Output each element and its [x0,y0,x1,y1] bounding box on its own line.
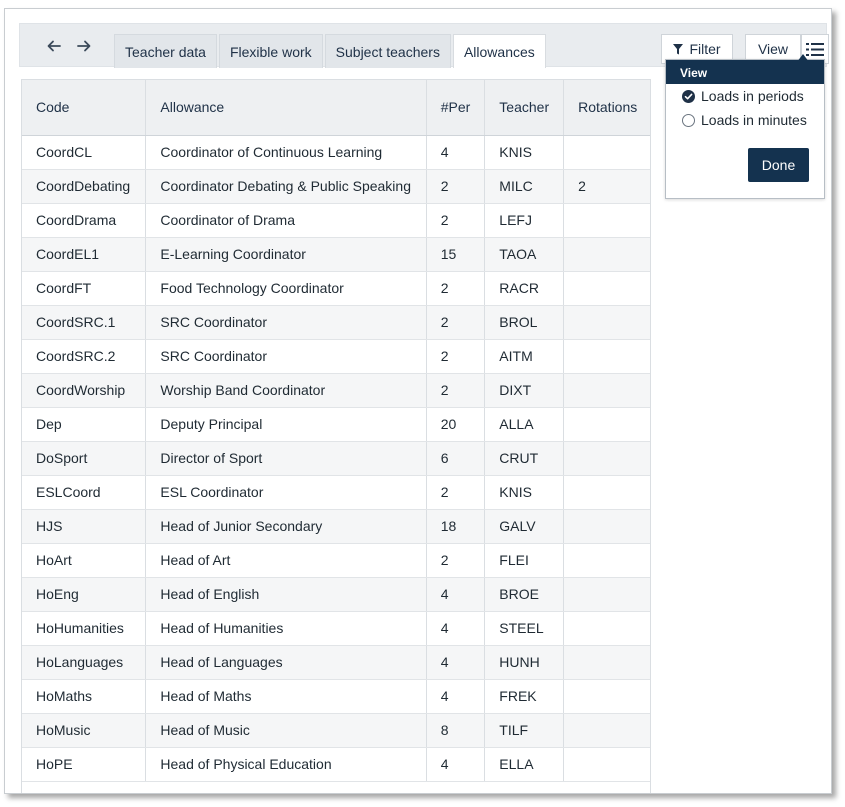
table-row[interactable] [22,373,651,407]
arrow-right-icon [76,38,92,54]
cell-code: HoEng [22,577,146,611]
cell-code: CoordSRC.2 [22,339,146,373]
cell-periods: 6 [426,441,485,475]
cell-code: CoordWorship [22,373,146,407]
cell-allowance: Head of Junior Secondary [146,509,426,543]
cell-rotations: 2 [564,169,651,203]
column-header-allowance[interactable]: Allowance [146,80,426,135]
tab-subject-teachers[interactable]: Subject teachers [325,34,451,68]
panel-caret-icon [797,54,809,62]
column-header-per[interactable]: #Per [426,80,485,135]
cell-teacher: MILC [485,169,564,203]
cell-rotations [564,271,651,305]
table-row[interactable] [22,441,651,475]
radio-unchecked-icon[interactable] [682,114,695,127]
cell-allowance: Head of Art [146,543,426,577]
cell-rotations [564,679,651,713]
cell-teacher: TAOA [485,237,564,271]
cell-teacher: CRUT [485,441,564,475]
cell-allowance: Director of Sport [146,441,426,475]
table-row[interactable] [22,713,651,747]
table-row[interactable] [22,135,651,169]
cell-code: CoordFT [22,271,146,305]
table-row[interactable] [22,169,651,203]
column-header-code[interactable]: Code [22,80,146,135]
cell-teacher: KNIS [485,135,564,169]
column-header-rotations[interactable]: Rotations [564,80,651,135]
cell-code: HoPE [22,747,146,781]
cell-rotations [564,645,651,679]
table-row[interactable] [22,475,651,509]
table-row[interactable] [22,339,651,373]
table-header-row [22,80,651,135]
cell-rotations [564,577,651,611]
cell-code: DoSport [22,441,146,475]
table-row[interactable] [22,271,651,305]
cell-code: CoordDrama [22,203,146,237]
cell-code: CoordCL [22,135,146,169]
cell-rotations [564,203,651,237]
cell-rotations [564,373,651,407]
cell-periods: 20 [426,407,485,441]
cell-periods: 4 [426,645,485,679]
allowances-table [21,79,651,794]
cell-code: CoordEL1 [22,237,146,271]
cell-teacher: DIXT [485,373,564,407]
cell-periods: 15 [426,237,485,271]
cell-rotations [564,135,651,169]
app-window [4,8,832,794]
cell-code: HoMaths [22,679,146,713]
cell-rotations [564,237,651,271]
cell-allowance: Head of Languages [146,645,426,679]
cell-periods: 4 [426,679,485,713]
table-row[interactable] [22,203,651,237]
cell-periods: 2 [426,475,485,509]
cell-teacher: TILF [485,713,564,747]
cell-periods: 2 [426,305,485,339]
cell-code: CoordDebating [22,169,146,203]
cell-allowance: Head of Physical Education [146,747,426,781]
cell-teacher: BROE [485,577,564,611]
cell-rotations [564,407,651,441]
cell-periods: 8 [426,713,485,747]
cell-periods: 2 [426,203,485,237]
cell-allowance: Food Technology Coordinator [146,271,426,305]
view-panel-title: View [666,60,824,84]
table-body [22,135,651,781]
tab-teacher-data[interactable]: Teacher data [114,34,217,68]
table-row[interactable] [22,645,651,679]
cell-teacher: LEFJ [485,203,564,237]
cell-allowance: Coordinator Debating & Public Speaking [146,169,426,203]
cell-allowance: Head of Humanities [146,611,426,645]
table-row[interactable] [22,509,651,543]
tab-bar [114,34,546,68]
table-row[interactable] [22,305,651,339]
cell-allowance: Head of Music [146,713,426,747]
cell-periods: 2 [426,373,485,407]
tab-allowances[interactable]: Allowances [453,34,546,68]
cell-code: HoHumanities [22,611,146,645]
table-row[interactable] [22,407,651,441]
option-label: Loads in minutes [701,112,807,128]
cell-allowance: SRC Coordinator [146,339,426,373]
cell-allowance: SRC Coordinator [146,305,426,339]
cell-teacher: STEEL [485,611,564,645]
arrow-left-icon [46,38,62,54]
cell-teacher: RACR [485,271,564,305]
option-loads-in-minutes[interactable] [666,108,824,132]
option-label: Loads in periods [701,88,804,104]
table-row[interactable] [22,237,651,271]
cell-teacher: GALV [485,509,564,543]
cell-periods: 18 [426,509,485,543]
done-button[interactable]: Done [748,148,809,182]
back-button[interactable] [44,34,64,58]
cell-rotations [564,475,651,509]
cell-allowance: Head of Maths [146,679,426,713]
cell-teacher: ELLA [485,747,564,781]
cell-allowance: Worship Band Coordinator [146,373,426,407]
cell-teacher: AITM [485,339,564,373]
table-row[interactable] [22,577,651,611]
table-row[interactable] [22,611,651,645]
cell-code: Dep [22,407,146,441]
cell-rotations [564,713,651,747]
cell-rotations [564,611,651,645]
cell-code: ESLCoord [22,475,146,509]
table-row[interactable] [22,747,651,781]
cell-code: HoLanguages [22,645,146,679]
cell-rotations [564,543,651,577]
column-header-teacher[interactable]: Teacher [485,80,564,135]
cell-rotations [564,747,651,781]
cell-periods: 4 [426,611,485,645]
filter-button-label: Filter [689,41,721,57]
tab-flexible-work[interactable]: Flexible work [219,34,323,68]
cell-code: HJS [22,509,146,543]
filter-icon [673,44,683,55]
table-row[interactable] [22,679,651,713]
history-nav [44,24,94,68]
cell-allowance: Deputy Principal [146,407,426,441]
table-row[interactable] [22,543,651,577]
cell-allowance: ESL Coordinator [146,475,426,509]
view-options-panel [665,59,825,199]
cell-periods: 4 [426,747,485,781]
cell-allowance: Coordinator of Drama [146,203,426,237]
cell-periods: 2 [426,271,485,305]
cell-code: HoArt [22,543,146,577]
cell-allowance: E-Learning Coordinator [146,237,426,271]
cell-code: CoordSRC.1 [22,305,146,339]
cell-periods: 4 [426,135,485,169]
cell-teacher: HUNH [485,645,564,679]
cell-allowance: Coordinator of Continuous Learning [146,135,426,169]
cell-teacher: ALLA [485,407,564,441]
view-button-label: View [757,41,789,57]
cell-periods: 2 [426,339,485,373]
cell-teacher: FLEI [485,543,564,577]
forward-button[interactable] [74,34,94,58]
cell-periods: 2 [426,543,485,577]
cell-teacher: KNIS [485,475,564,509]
cell-rotations [564,441,651,475]
cell-code: HoMusic [22,713,146,747]
option-loads-in-periods[interactable] [666,84,824,108]
cell-periods: 2 [426,169,485,203]
cell-allowance: Head of English [146,577,426,611]
cell-teacher: FREK [485,679,564,713]
cell-rotations [564,339,651,373]
cell-teacher: BROL [485,305,564,339]
cell-rotations [564,509,651,543]
radio-checked-icon[interactable] [682,90,695,103]
cell-periods: 4 [426,577,485,611]
cell-rotations [564,305,651,339]
